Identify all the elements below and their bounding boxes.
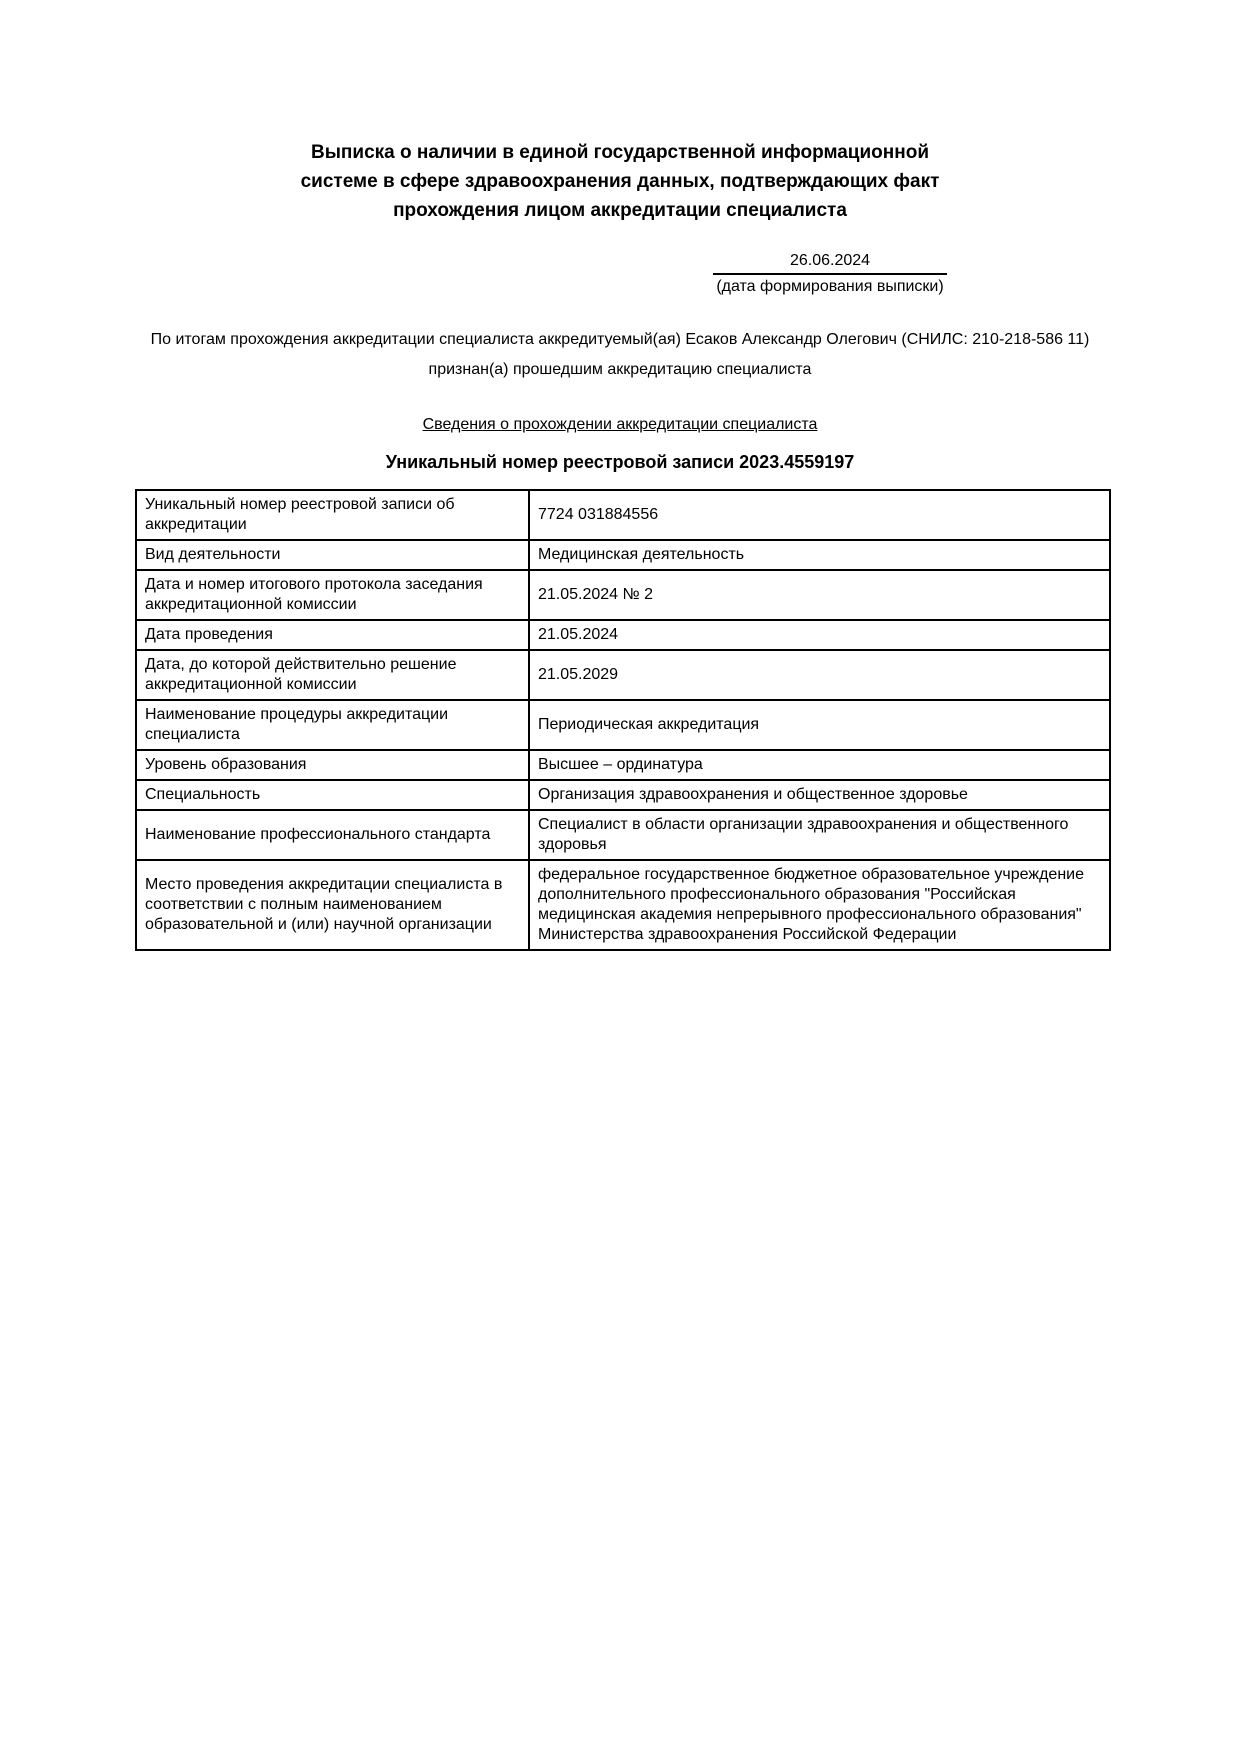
extract-date: 26.06.2024 (713, 251, 947, 275)
row-value: Специалист в области организации здравоохранения и общественного здоровья (529, 810, 1110, 860)
row-value: 21.05.2029 (529, 650, 1110, 700)
document-title (135, 138, 1105, 225)
row-value: Высшее – ординатура (529, 750, 1110, 780)
table-row-conduct-date (136, 620, 1110, 650)
accreditation-table (135, 489, 1111, 951)
row-value: 7724 031884556 (529, 490, 1110, 540)
row-label: Место проведения аккредитации специалиста в соответствии с полным наименованием образовательной и (или) научной организации (136, 860, 529, 950)
table-row-valid-until-date (136, 650, 1110, 700)
accreditation-table-body (136, 490, 1110, 950)
table-row-education-level (136, 750, 1110, 780)
table-row-registry-number (136, 490, 1110, 540)
row-label: Уровень образования (136, 750, 529, 780)
table-row-protocol-date-number (136, 570, 1110, 620)
document-title-line-2: системе в сфере здравоохранения данных, подтверждающих факт (300, 171, 940, 192)
document-title-line-3: прохождения лицом аккредитации специалиста (393, 200, 847, 221)
intro-paragraph: По итогам прохождения аккредитации специалиста аккредитуемый(ая) Есаков Александр Олегович (СНИЛС: 210-218-586 11) признан(а) прошедшим аккредитацию специалиста (150, 331, 1090, 378)
table-row-professional-standard (136, 810, 1110, 860)
extract-date-block (713, 251, 947, 297)
row-value: Медицинская деятельность (529, 540, 1110, 570)
table-row-activity-type (136, 540, 1110, 570)
row-label: Вид деятельности (136, 540, 529, 570)
row-label: Наименование профессионального стандарта (136, 810, 529, 860)
row-value: 21.05.2024 № 2 (529, 570, 1110, 620)
row-value: Периодическая аккредитация (529, 700, 1110, 750)
record-number-heading: Уникальный номер реестровой записи 2023.4559197 (385, 452, 855, 472)
row-label: Специальность (136, 780, 529, 810)
section-heading: Сведения о прохождении аккредитации специалиста (422, 416, 818, 433)
document-title-line-1: Выписка о наличии в единой государственной информационной (310, 142, 930, 163)
row-value: Организация здравоохранения и общественное здоровье (529, 780, 1110, 810)
table-row-specialty (136, 780, 1110, 810)
table-row-procedure-name (136, 700, 1110, 750)
row-value: федеральное государственное бюджетное образовательное учреждение дополнительного профессионального образования "Российская медицинская академия непрерывного профессионального образования" Министерства здравоохранения Российской Федерации (529, 860, 1110, 950)
extract-date-caption: (дата формирования выписки) (716, 278, 944, 295)
row-label: Дата и номер итогового протокола заседания аккредитационной комиссии (136, 570, 529, 620)
row-value: 21.05.2024 (529, 620, 1110, 650)
row-label: Дата, до которой действительно решение аккредитационной комиссии (136, 650, 529, 700)
row-label: Наименование процедуры аккредитации специалиста (136, 700, 529, 750)
row-label: Уникальный номер реестровой записи об аккредитации (136, 490, 529, 540)
row-label: Дата проведения (136, 620, 529, 650)
table-row-accreditation-place (136, 860, 1110, 950)
